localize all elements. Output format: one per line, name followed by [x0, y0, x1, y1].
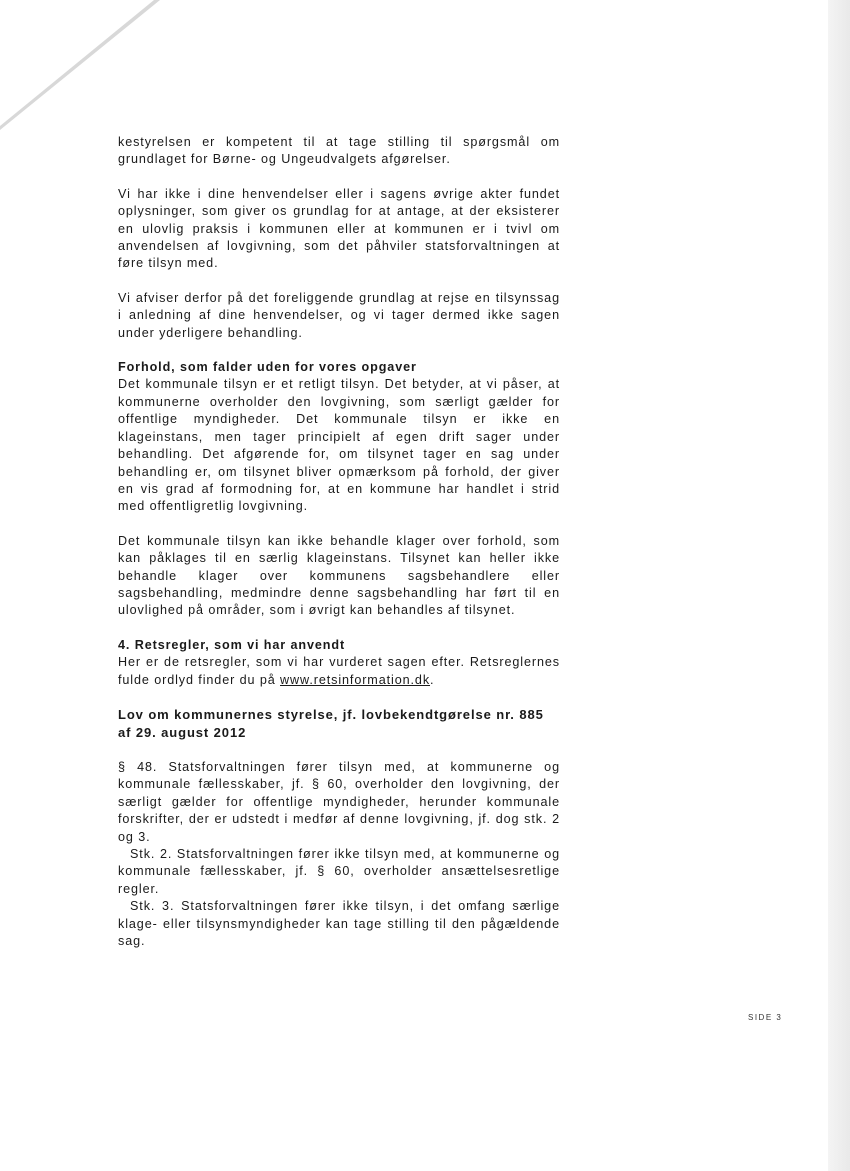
section-legal-rules: [118, 637, 560, 689]
section-rules-body: [118, 654, 560, 689]
section-heading-rules: 4. Retsregler, som vi har anvendt: [118, 637, 346, 652]
link-suffix: .: [430, 672, 435, 687]
section-heading: Forhold, som falder uden for vores opgaver: [118, 360, 417, 375]
law-paragraph-stk3: Stk. 3. Statsforvaltningen fører ikke tilsyn, i det omfang særlige klage- eller tilsynsmyndigheder kan tage stilling til den pågældende sag.: [118, 899, 560, 949]
paragraph-intro: kestyrelsen er kompetent til at tage stilling til spørgsmål om grundlaget for Børne- og Ungeudvalgets afgørelser.: [118, 135, 560, 167]
scan-edge: [828, 0, 850, 1171]
paragraph-complaints: Det kommunale tilsyn kan ikke behandle klager over forhold, som kan påklages til en særlig klageinstans. Tilsynet kan heller ikke behandle klager over kommunens sagsbehandlere eller sagsbehandling, medmindre denne sagsbehandling har ført til en ulovlighed på områder, som i øvrigt kan behandles af tilsynet.: [118, 533, 560, 618]
paragraph-rejection: Vi afviser derfor på det foreliggende grundlag at rejse en tilsynssag i anledning af dine henvendelser, og vi tager dermed ikke sagen under yderligere behandling.: [118, 290, 560, 340]
law-title: Lov om kommunernes styrelse, jf. lovbekendtgørelse nr. 885 af 29. august 2012: [118, 706, 544, 740]
folded-corner-inner: [0, 0, 154, 126]
retsinformation-link[interactable]: www.retsinformation.dk: [280, 672, 431, 687]
law-paragraph-stk2: Stk. 2. Statsforvaltningen fører ikke tilsyn med, at kommunerne og kommunale fællesskaber, jf. § 60, overholder ansættelsesretlige regler.: [118, 847, 560, 896]
page-number: SIDE 3: [748, 1013, 783, 1022]
document-body: [118, 134, 560, 967]
law-paragraph-48: § 48. Statsforvaltningen fører tilsyn med, at kommunerne og kommunale fællesskaber, jf. § 60, overholder den lovgivning, der særligt gælder for offentlige myndigheder, herunder kommunale forskrifter, der er udstedt i medfør af denne lovgivning, jf. dog stk. 2 og 3.: [118, 759, 560, 844]
rules-text: Her er de retsregler, som vi har vurderet sagen efter. Retsreglernes fulde ordlyd finder du på: [118, 655, 560, 687]
section-outside-scope: [118, 359, 560, 516]
section-body: Det kommunale tilsyn er et retligt tilsyn. Det betyder, at vi påser, at kommunerne overholder den lovgivning, som særligt gælder for offentlige myndigheder. Det kommunale tilsyn er ikke en klageinstans, men tager principielt af egen drift sager under behandling. Det afgørende for, om tilsynet tager en sag under behandling er, om tilsynet bliver opmærksom på forhold, der giver en vis grad af formodning for, at en kommune har handlet i strid med offentligretlig lovgivning.: [118, 377, 560, 514]
paragraph-findings: Vi har ikke i dine henvendelser eller i sagens øvrige akter fundet oplysninger, som giver os grundlag for at antage, at der eksisterer en ulovlig praksis i kommunen eller at kommunen er i tvivl om anvendelsen af lovgivning, som det påhviler statsforvaltningen at føre tilsyn med.: [118, 186, 560, 271]
law-text: [118, 759, 560, 950]
